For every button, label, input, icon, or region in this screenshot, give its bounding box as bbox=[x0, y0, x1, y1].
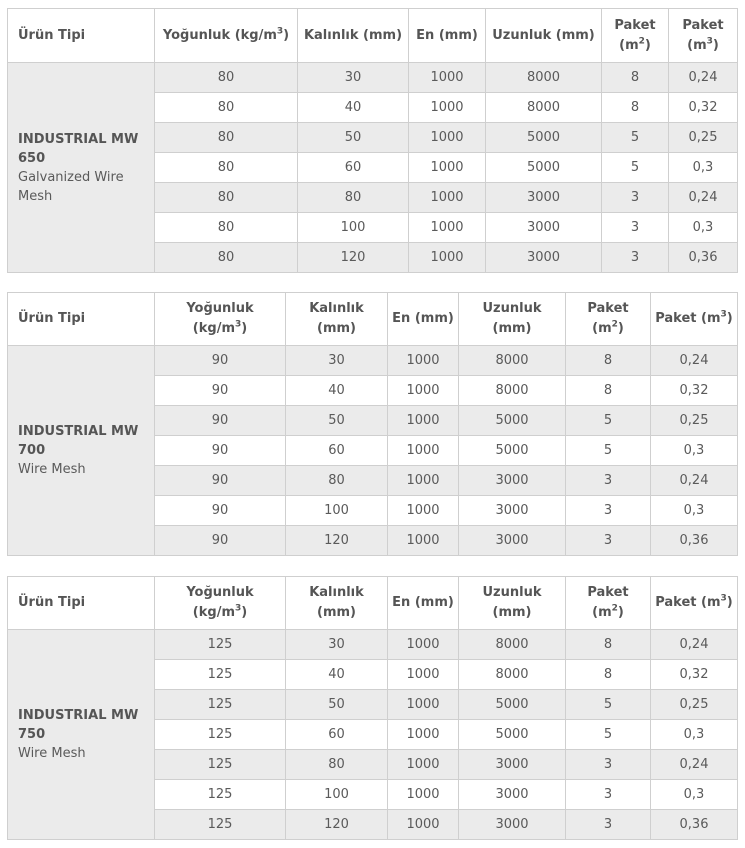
cell-width: 1000 bbox=[388, 690, 459, 720]
cell-pack-area: 8 bbox=[566, 376, 651, 406]
cell-pack-volume: 0,3 bbox=[651, 436, 738, 466]
cell-density: 90 bbox=[155, 466, 286, 496]
cell-density: 125 bbox=[155, 630, 286, 660]
table-header-row bbox=[8, 9, 738, 63]
table-row bbox=[8, 63, 738, 93]
cell-density: 80 bbox=[155, 213, 298, 243]
cell-pack-area: 3 bbox=[602, 183, 669, 213]
cell-width: 1000 bbox=[388, 630, 459, 660]
cell-density: 90 bbox=[155, 526, 286, 556]
cell-density: 80 bbox=[155, 153, 298, 183]
cell-density: 90 bbox=[155, 346, 286, 376]
cell-width: 1000 bbox=[409, 93, 486, 123]
cell-pack-volume: 0,3 bbox=[651, 720, 738, 750]
cell-density: 125 bbox=[155, 810, 286, 840]
cell-pack-volume: 0,24 bbox=[669, 63, 738, 93]
cell-pack-volume: 0,36 bbox=[651, 526, 738, 556]
col-header-product-type: Ürün Tipi bbox=[8, 577, 155, 630]
cell-width: 1000 bbox=[388, 750, 459, 780]
cell-density: 125 bbox=[155, 750, 286, 780]
cell-pack-volume: 0,24 bbox=[651, 346, 738, 376]
cell-thickness: 100 bbox=[286, 496, 388, 526]
cell-thickness: 80 bbox=[286, 750, 388, 780]
cell-thickness: 50 bbox=[298, 123, 409, 153]
cell-width: 1000 bbox=[388, 436, 459, 466]
cell-width: 1000 bbox=[409, 123, 486, 153]
cell-pack-area: 3 bbox=[602, 243, 669, 273]
cell-length: 8000 bbox=[459, 660, 566, 690]
cell-density: 125 bbox=[155, 720, 286, 750]
cell-thickness: 40 bbox=[286, 376, 388, 406]
cell-width: 1000 bbox=[409, 63, 486, 93]
cell-length: 3000 bbox=[486, 183, 602, 213]
spec-table-mw650 bbox=[7, 8, 738, 273]
cell-length: 3000 bbox=[486, 213, 602, 243]
cell-pack-area: 8 bbox=[566, 630, 651, 660]
cell-thickness: 40 bbox=[298, 93, 409, 123]
product-cell bbox=[8, 630, 155, 840]
col-header-pack-area: Paket $(m^2)$ bbox=[602, 9, 669, 63]
table-row bbox=[8, 630, 738, 660]
cell-pack-volume: 0,3 bbox=[669, 213, 738, 243]
cell-thickness: 30 bbox=[298, 63, 409, 93]
cell-width: 1000 bbox=[388, 496, 459, 526]
cell-length: 8000 bbox=[486, 93, 602, 123]
cell-width: 1000 bbox=[388, 466, 459, 496]
cell-thickness: 50 bbox=[286, 406, 388, 436]
cell-density: 90 bbox=[155, 436, 286, 466]
cell-pack-area: 5 bbox=[566, 436, 651, 466]
cell-width: 1000 bbox=[388, 720, 459, 750]
col-header-pack-volume: Paket $(m^3)$ bbox=[669, 9, 738, 63]
cell-thickness: 60 bbox=[286, 436, 388, 466]
col-header-pack-area: Paket $(m^2)$ bbox=[566, 577, 651, 630]
col-header-density: Yoğunluk $(kg/m^3)$ bbox=[155, 577, 286, 630]
cell-density: 80 bbox=[155, 183, 298, 213]
cell-length: 8000 bbox=[459, 630, 566, 660]
product-subtitle: Wire Mesh bbox=[18, 746, 86, 761]
cell-width: 1000 bbox=[409, 213, 486, 243]
col-header-width: En (mm) bbox=[409, 9, 486, 63]
cell-pack-area: 8 bbox=[602, 63, 669, 93]
cell-length: 3000 bbox=[486, 243, 602, 273]
cell-thickness: 60 bbox=[298, 153, 409, 183]
cell-length: 5000 bbox=[486, 123, 602, 153]
cell-width: 1000 bbox=[409, 243, 486, 273]
cell-width: 1000 bbox=[409, 183, 486, 213]
cell-pack-area: 5 bbox=[602, 153, 669, 183]
table-header-row bbox=[8, 577, 738, 630]
cell-thickness: 120 bbox=[286, 810, 388, 840]
cell-pack-area: 5 bbox=[566, 406, 651, 436]
cell-pack-volume: 0,25 bbox=[669, 123, 738, 153]
cell-length: 8000 bbox=[459, 376, 566, 406]
cell-pack-area: 3 bbox=[566, 466, 651, 496]
cell-density: 125 bbox=[155, 660, 286, 690]
cell-thickness: 120 bbox=[286, 526, 388, 556]
cell-density: 80 bbox=[155, 243, 298, 273]
col-header-pack-area: Paket $(m^2)$ bbox=[566, 293, 651, 346]
col-header-length: Uzunluk (mm) bbox=[486, 9, 602, 63]
cell-width: 1000 bbox=[388, 376, 459, 406]
cell-density: 80 bbox=[155, 123, 298, 153]
cell-length: 5000 bbox=[486, 153, 602, 183]
col-header-density: Yoğunluk $(kg/m^3)$ bbox=[155, 9, 298, 63]
cell-density: 90 bbox=[155, 376, 286, 406]
product-name: INDUSTRIAL MW 700 bbox=[18, 424, 139, 458]
cell-length: 3000 bbox=[459, 810, 566, 840]
cell-pack-area: 3 bbox=[566, 810, 651, 840]
col-header-width: En (mm) bbox=[388, 293, 459, 346]
product-subtitle: Wire Mesh bbox=[18, 462, 86, 477]
col-header-thickness: Kalınlık (mm) bbox=[286, 577, 388, 630]
cell-pack-volume: 0,36 bbox=[651, 810, 738, 840]
col-header-pack-volume: Paket $(m^3)$ bbox=[651, 577, 738, 630]
cell-thickness: 100 bbox=[286, 780, 388, 810]
cell-pack-area: 3 bbox=[566, 780, 651, 810]
cell-pack-volume: 0,3 bbox=[651, 496, 738, 526]
cell-thickness: 80 bbox=[286, 466, 388, 496]
cell-length: 3000 bbox=[459, 526, 566, 556]
cell-width: 1000 bbox=[388, 346, 459, 376]
cell-density: 80 bbox=[155, 63, 298, 93]
cell-pack-volume: 0,32 bbox=[651, 660, 738, 690]
cell-pack-volume: 0,24 bbox=[651, 750, 738, 780]
cell-width: 1000 bbox=[388, 780, 459, 810]
product-cell bbox=[8, 63, 155, 273]
col-header-product-type: Ürün Tipi bbox=[8, 9, 155, 63]
cell-length: 3000 bbox=[459, 496, 566, 526]
cell-pack-volume: 0,25 bbox=[651, 690, 738, 720]
spec-table-mw750 bbox=[7, 576, 738, 840]
cell-width: 1000 bbox=[388, 810, 459, 840]
cell-length: 3000 bbox=[459, 466, 566, 496]
product-subtitle: Galvanized Wire Mesh bbox=[18, 169, 124, 204]
table-row bbox=[8, 346, 738, 376]
product-name: INDUSTRIAL MW 750 bbox=[18, 708, 139, 742]
cell-pack-area: 5 bbox=[602, 123, 669, 153]
product-cell bbox=[8, 346, 155, 556]
cell-density: 125 bbox=[155, 780, 286, 810]
cell-thickness: 50 bbox=[286, 690, 388, 720]
col-header-product-type: Ürün Tipi bbox=[8, 293, 155, 346]
product-name: INDUSTRIAL MW 650 bbox=[18, 131, 139, 166]
cell-thickness: 40 bbox=[286, 660, 388, 690]
cell-length: 3000 bbox=[459, 750, 566, 780]
cell-density: 90 bbox=[155, 406, 286, 436]
cell-pack-volume: 0,32 bbox=[651, 376, 738, 406]
col-header-pack-volume: Paket $(m^3)$ bbox=[651, 293, 738, 346]
cell-width: 1000 bbox=[409, 153, 486, 183]
cell-pack-volume: 0,24 bbox=[651, 466, 738, 496]
cell-pack-area: 8 bbox=[566, 660, 651, 690]
cell-pack-volume: 0,25 bbox=[651, 406, 738, 436]
cell-length: 5000 bbox=[459, 690, 566, 720]
cell-length: 3000 bbox=[459, 780, 566, 810]
col-header-thickness: Kalınlık (mm) bbox=[298, 9, 409, 63]
cell-length: 5000 bbox=[459, 436, 566, 466]
cell-pack-area: 5 bbox=[566, 690, 651, 720]
col-header-density: Yoğunluk $(kg/m^3)$ bbox=[155, 293, 286, 346]
cell-length: 5000 bbox=[459, 720, 566, 750]
cell-density: 125 bbox=[155, 690, 286, 720]
col-header-width: En (mm) bbox=[388, 577, 459, 630]
cell-pack-area: 3 bbox=[602, 213, 669, 243]
cell-density: 90 bbox=[155, 496, 286, 526]
cell-pack-volume: 0,3 bbox=[669, 153, 738, 183]
col-header-length: Uzunluk (mm) bbox=[459, 577, 566, 630]
table-header-row bbox=[8, 293, 738, 346]
cell-thickness: 80 bbox=[298, 183, 409, 213]
cell-length: 8000 bbox=[486, 63, 602, 93]
cell-pack-area: 5 bbox=[566, 720, 651, 750]
cell-thickness: 120 bbox=[298, 243, 409, 273]
cell-thickness: 30 bbox=[286, 630, 388, 660]
cell-length: 8000 bbox=[459, 346, 566, 376]
spec-table-mw700 bbox=[7, 292, 738, 556]
cell-width: 1000 bbox=[388, 526, 459, 556]
cell-pack-area: 3 bbox=[566, 750, 651, 780]
cell-density: 80 bbox=[155, 93, 298, 123]
cell-pack-area: 3 bbox=[566, 526, 651, 556]
cell-thickness: 30 bbox=[286, 346, 388, 376]
cell-pack-area: 3 bbox=[566, 496, 651, 526]
cell-pack-volume: 0,36 bbox=[669, 243, 738, 273]
col-header-length: Uzunluk (mm) bbox=[459, 293, 566, 346]
cell-thickness: 100 bbox=[298, 213, 409, 243]
cell-pack-volume: 0,24 bbox=[651, 630, 738, 660]
cell-width: 1000 bbox=[388, 406, 459, 436]
cell-pack-volume: 0,32 bbox=[669, 93, 738, 123]
cell-pack-area: 8 bbox=[602, 93, 669, 123]
cell-pack-area: 8 bbox=[566, 346, 651, 376]
cell-length: 5000 bbox=[459, 406, 566, 436]
col-header-thickness: Kalınlık (mm) bbox=[286, 293, 388, 346]
cell-pack-volume: 0,24 bbox=[669, 183, 738, 213]
cell-thickness: 60 bbox=[286, 720, 388, 750]
cell-width: 1000 bbox=[388, 660, 459, 690]
cell-pack-volume: 0,3 bbox=[651, 780, 738, 810]
